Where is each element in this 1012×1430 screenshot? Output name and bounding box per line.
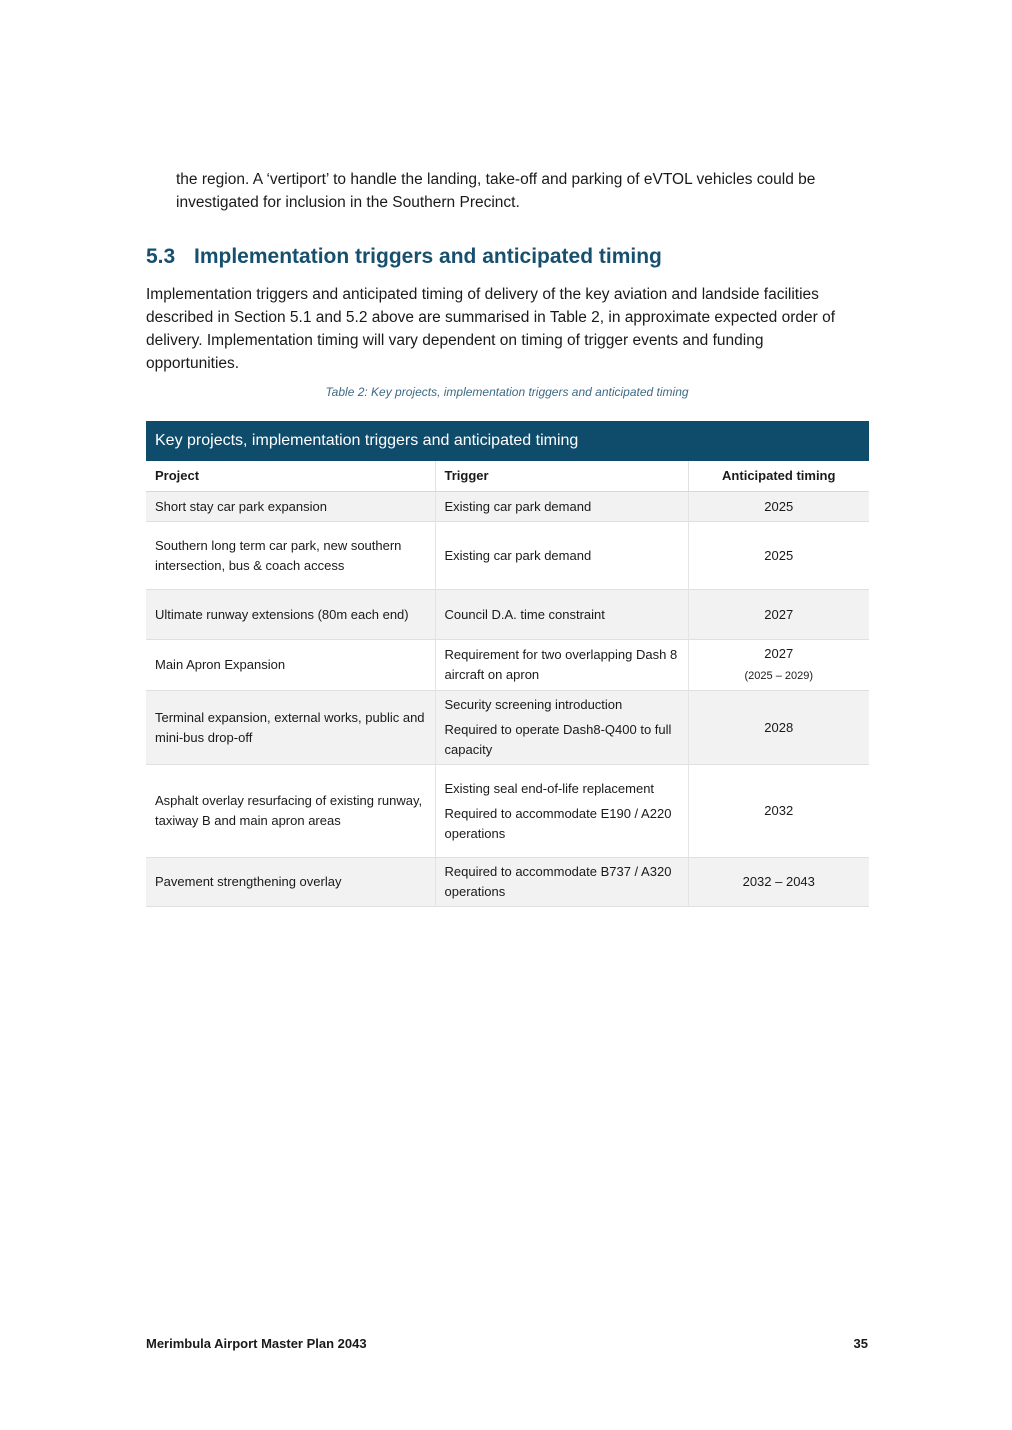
table-header-row xyxy=(146,461,869,492)
cell-trigger xyxy=(435,765,688,858)
body-paragraph: Implementation triggers and anticipated timing of delivery of the key aviation and landside facilities described in Section 5.1 and 5.2 above are summarised in Table 2, in approximate expected order of delivery. Implementation timing will vary dependent on timing of trigger events and funding opportunities. xyxy=(146,286,836,372)
timing-value: 2025 xyxy=(764,498,794,514)
cell-timing xyxy=(688,522,869,590)
trigger-line: Existing seal end-of-life replacement xyxy=(444,780,655,796)
table-title: Key projects, implementation triggers and anticipated timing xyxy=(146,421,869,461)
section-heading xyxy=(146,245,662,269)
cell-project: Pavement strengthening overlay xyxy=(146,858,435,907)
table-body xyxy=(146,492,869,907)
timing-value: 2025 xyxy=(764,547,794,563)
timing-value: 2027 xyxy=(764,606,794,622)
timing-value: 2028 xyxy=(764,719,794,735)
column-header-project: Project xyxy=(146,461,435,492)
cell-trigger xyxy=(435,590,688,640)
cell-project: Terminal expansion, external works, public and mini-bus drop-off xyxy=(146,691,435,765)
trigger-line: Existing car park demand xyxy=(444,547,592,563)
table-row xyxy=(146,765,869,858)
footer-document-title: Merimbula Airport Master Plan 2043 xyxy=(146,1336,367,1351)
cell-project: Asphalt overlay resurfacing of existing runway, taxiway B and main apron areas xyxy=(146,765,435,858)
table-row xyxy=(146,858,869,907)
table-row xyxy=(146,590,869,640)
cell-timing xyxy=(688,590,869,640)
cell-trigger xyxy=(435,858,688,907)
timing-value: 2027 xyxy=(764,646,794,661)
trigger-line: Required to accommodate E190 / A220 operations xyxy=(444,805,672,841)
table-row xyxy=(146,691,869,765)
timing-table-container xyxy=(146,421,869,907)
cell-project: Main Apron Expansion xyxy=(146,640,435,691)
table-row xyxy=(146,522,869,590)
table-row xyxy=(146,492,869,522)
table-row xyxy=(146,640,869,691)
timing-table xyxy=(146,421,869,907)
cell-project: Short stay car park expansion xyxy=(146,492,435,522)
section-number: 5.3 xyxy=(146,245,176,268)
trigger-line: Required to operate Dash8-Q400 to full capacity xyxy=(444,722,672,757)
footer-page-number: 35 xyxy=(853,1336,868,1351)
table-caption: Table 2: Key projects, implementation triggers and anticipated timing xyxy=(325,385,689,399)
column-header-trigger: Trigger xyxy=(435,461,688,492)
timing-value: 2032 xyxy=(764,803,794,818)
cell-project: Ultimate runway extensions (80m each end) xyxy=(146,590,435,640)
cell-trigger xyxy=(435,640,688,691)
trigger-line: Council D.A. time constraint xyxy=(444,606,605,622)
section-title: Implementation triggers and anticipated timing xyxy=(194,245,662,268)
trigger-line: Requirement for two overlapping Dash 8 aircraft on apron xyxy=(444,647,678,682)
cell-project: Southern long term car park, new southern intersection, bus & coach access xyxy=(146,522,435,590)
cell-timing xyxy=(688,691,869,765)
cell-timing xyxy=(688,858,869,907)
cell-timing xyxy=(688,765,869,858)
cell-trigger xyxy=(435,691,688,765)
trigger-line: Existing car park demand xyxy=(444,498,592,514)
cell-trigger xyxy=(435,492,688,522)
cell-timing xyxy=(688,640,869,691)
cell-trigger xyxy=(435,522,688,590)
intro-paragraph: the region. A ‘vertiport’ to handle the landing, take-off and parking of eVTOL vehicles could be investigated for inclusion in the Southern Precinct. xyxy=(176,171,816,211)
trigger-line: Required to accommodate B737 / A320 operations xyxy=(444,864,672,899)
timing-value: 2032 – 2043 xyxy=(742,874,815,889)
cell-timing xyxy=(688,492,869,522)
timing-range-note: (2025 – 2029) xyxy=(744,670,813,682)
table-title-row xyxy=(146,421,869,461)
trigger-line: Security screening introduction xyxy=(444,697,623,712)
column-header-timing: Anticipated timing xyxy=(688,461,869,492)
